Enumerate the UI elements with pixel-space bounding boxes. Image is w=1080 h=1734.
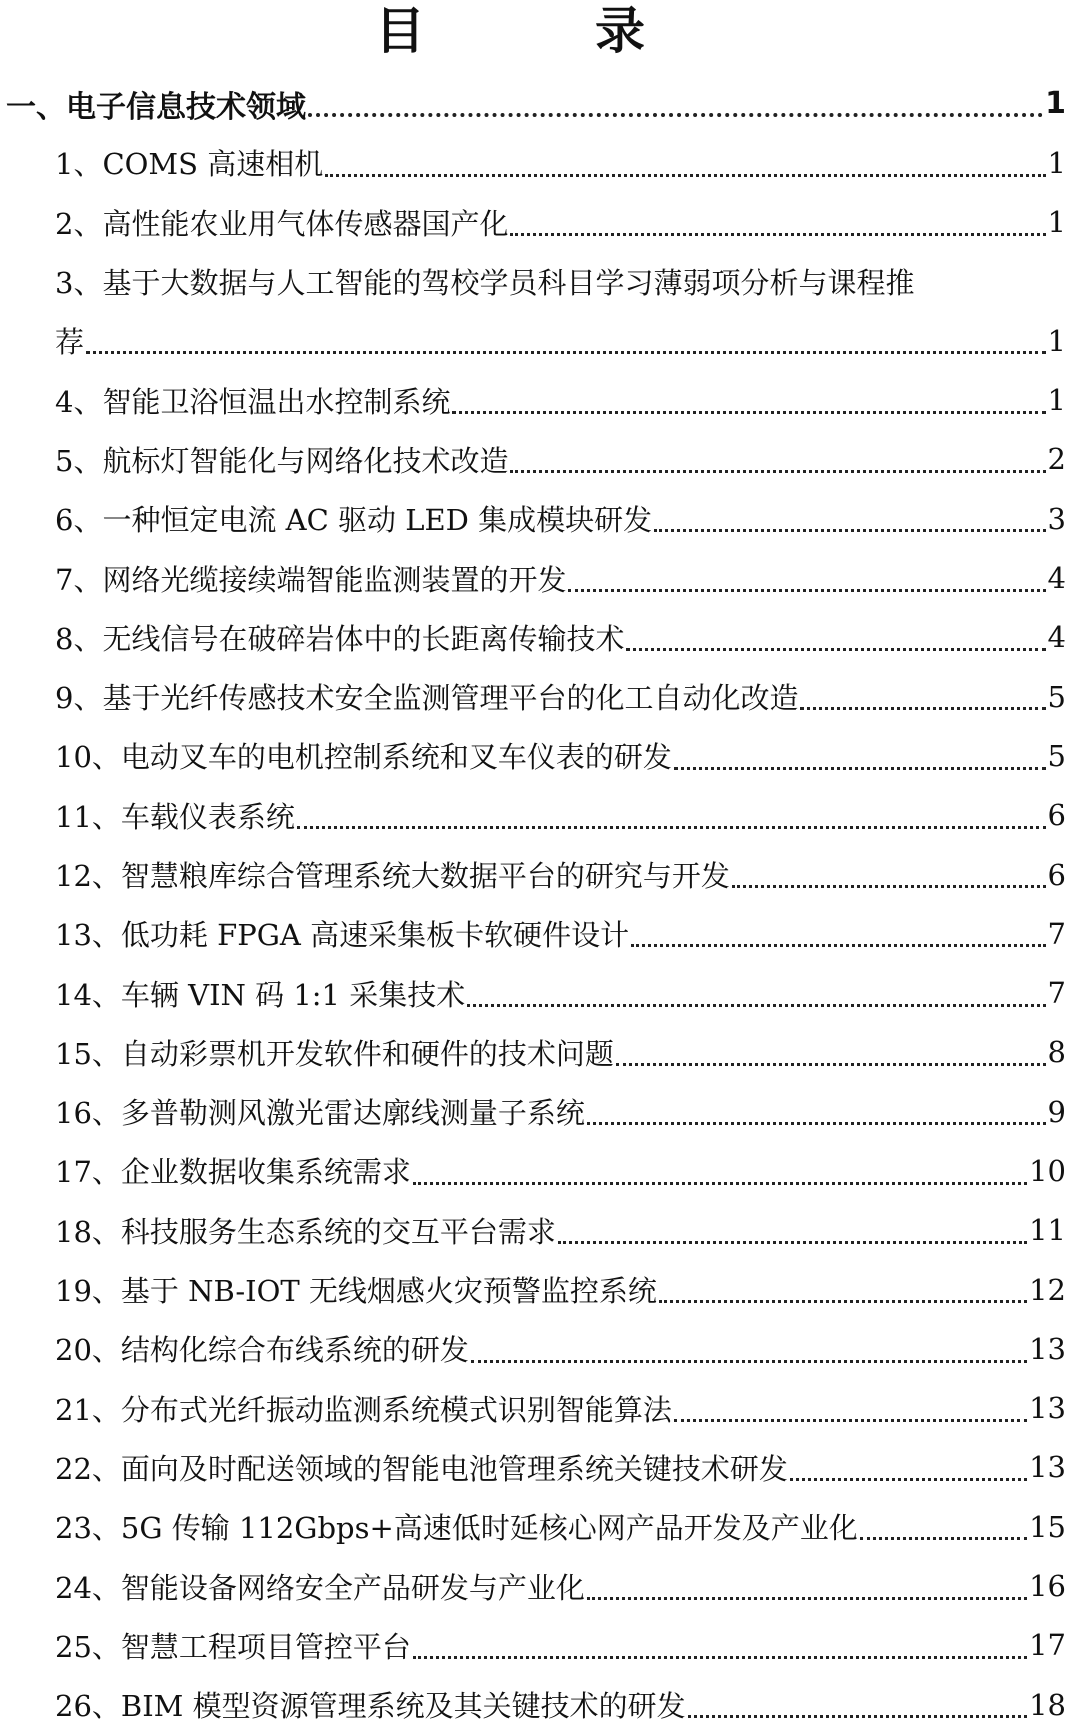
- toc-page-number: 5: [1047, 679, 1066, 714]
- dot-leader: [800, 707, 1045, 710]
- toc-entry[interactable]: [0, 608, 1080, 667]
- dot-leader: [631, 944, 1045, 947]
- toc-entry[interactable]: [0, 667, 1080, 726]
- dot-leader: [413, 1656, 1027, 1659]
- toc-entry[interactable]: [0, 1438, 1080, 1497]
- toc-entry[interactable]: [0, 1082, 1080, 1141]
- toc-entry[interactable]: [0, 193, 1080, 252]
- dot-leader: [467, 1004, 1045, 1007]
- toc-entry-label: 1、COMS 高速相机: [55, 147, 324, 182]
- dot-leader: [587, 1597, 1027, 1600]
- toc-page-number: 1: [1045, 86, 1066, 122]
- toc-entry-label: 2、高性能农业用气体传感器国产化: [55, 206, 509, 241]
- toc-entry[interactable]: [0, 1616, 1080, 1675]
- dot-leader: [732, 885, 1046, 888]
- toc-page-number: 7: [1047, 976, 1066, 1011]
- toc-entry[interactable]: [0, 430, 1080, 489]
- toc-entry[interactable]: [0, 1023, 1080, 1082]
- toc-entry-label-continuation: 荐: [55, 325, 85, 360]
- dot-leader: [674, 767, 1046, 770]
- toc-entry[interactable]: [0, 1497, 1080, 1556]
- toc-page-number: 6: [1047, 798, 1066, 833]
- toc-entry-label: 22、面向及时配送领域的智能电池管理系统关键技术研发: [55, 1451, 788, 1486]
- toc-page-number: 13: [1029, 1331, 1066, 1366]
- toc-entry[interactable]: [0, 548, 1080, 607]
- toc-entry[interactable]: [0, 726, 1080, 785]
- dot-leader: [86, 351, 1046, 354]
- toc-page-number: 10: [1029, 1153, 1066, 1188]
- toc-entry[interactable]: [0, 1141, 1080, 1200]
- dot-leader: [790, 1478, 1027, 1481]
- toc-page-number: 1: [1047, 323, 1066, 358]
- toc-entry-label: 17、企业数据收集系统需求: [55, 1155, 411, 1190]
- toc-entry-label: 25、智慧工程项目管控平台: [55, 1629, 411, 1664]
- toc-entry-label: 16、多普勒测风激光雷达廓线测量子系统: [55, 1096, 585, 1131]
- toc-entry-label: 19、基于 NB-IOT 无线烟感火灾预警监控系统: [55, 1274, 657, 1309]
- toc-entry-label: 3、基于大数据与人工智能的驾校学员科目学习薄弱项分析与课程推: [55, 266, 915, 301]
- dot-leader: [659, 1300, 1027, 1303]
- dot-leader: [510, 470, 1045, 473]
- toc-entry-label: 8、无线信号在破碎岩体中的长距离传输技术: [55, 621, 625, 656]
- toc-entry-label: 14、车辆 VIN 码 1:1 采集技术: [55, 977, 466, 1012]
- toc-entry[interactable]: [0, 489, 1080, 548]
- toc-entry-label: 26、BIM 模型资源管理系统及其关键技术的研发: [55, 1689, 686, 1724]
- toc-entry-label: 24、智能设备网络安全产品研发与产业化: [55, 1570, 585, 1605]
- toc-entry[interactable]: [0, 904, 1080, 963]
- dot-leader: [688, 1715, 1028, 1718]
- toc-page-number: 2: [1047, 442, 1066, 477]
- toc-entry-label: 18、科技服务生态系统的交互平台需求: [55, 1214, 556, 1249]
- toc-entry[interactable]: [0, 1675, 1080, 1734]
- toc-page-number: 9: [1047, 1094, 1066, 1129]
- toc-page-number: 15: [1029, 1509, 1066, 1544]
- toc-entry[interactable]: [0, 786, 1080, 845]
- toc-entry-label: 11、车载仪表系统: [55, 799, 295, 834]
- table-of-contents: [0, 74, 1080, 1734]
- toc-entry-label: 12、智慧粮库综合管理系统大数据平台的研究与开发: [55, 859, 730, 893]
- toc-section-label: 一、电子信息技术领域: [6, 89, 306, 125]
- toc-page-number: 17: [1029, 1628, 1066, 1663]
- dot-leader: [654, 529, 1045, 532]
- dot-leader: [860, 1537, 1027, 1540]
- dot-leader: [558, 1241, 1027, 1244]
- toc-entry-label: 9、基于光纤传感技术安全监测管理平台的化工自动化改造: [55, 681, 799, 716]
- toc-section-heading[interactable]: [0, 74, 1080, 133]
- dot-leader: [452, 411, 1045, 414]
- toc-page-number: 13: [1029, 1450, 1066, 1485]
- toc-page-number: 13: [1029, 1391, 1066, 1426]
- toc-page-number: 8: [1047, 1035, 1066, 1070]
- toc-entry-label: 5、航标灯智能化与网络化技术改造: [55, 443, 509, 478]
- toc-page-number: 12: [1029, 1272, 1066, 1307]
- toc-page-number: 1: [1047, 383, 1066, 418]
- toc-page-number: 4: [1047, 561, 1066, 596]
- toc-entry[interactable]: [0, 252, 1080, 311]
- toc-page-number: 1: [1047, 145, 1066, 180]
- toc-entry-label: 6、一种恒定电流 AC 驱动 LED 集成模块研发: [55, 503, 653, 538]
- page-title: 目 录: [375, 2, 705, 60]
- dot-leader: [471, 1360, 1027, 1363]
- toc-entry[interactable]: [0, 963, 1080, 1022]
- toc-entry-label: 7、网络光缆接续端智能监测装置的开发: [55, 562, 567, 597]
- toc-page-number: 4: [1047, 620, 1066, 655]
- toc-entry[interactable]: [0, 1379, 1080, 1438]
- toc-page-number: 3: [1047, 501, 1066, 536]
- dot-leader: [325, 174, 1045, 177]
- toc-page-number: 18: [1029, 1687, 1066, 1722]
- toc-entry[interactable]: [0, 1319, 1080, 1378]
- toc-entry[interactable]: [0, 1201, 1080, 1260]
- toc-entry-label: 21、分布式光纤振动监测系统模式识别智能算法: [55, 1392, 672, 1427]
- toc-entry[interactable]: [0, 133, 1080, 192]
- toc-page-number: 16: [1029, 1569, 1066, 1604]
- toc-page-number: 11: [1029, 1213, 1066, 1248]
- dot-leader: [413, 1182, 1027, 1185]
- toc-entry-label: 15、自动彩票机开发软件和硬件的技术问题: [55, 1036, 614, 1071]
- toc-entry-label: 4、智能卫浴恒温出水控制系统: [55, 384, 451, 419]
- dot-leader: [587, 1122, 1046, 1125]
- toc-entry[interactable]: [0, 845, 1080, 904]
- dot-leader: [616, 1063, 1046, 1066]
- dot-leader: [568, 589, 1045, 592]
- toc-entry-label: 20、结构化综合布线系统的研发: [55, 1333, 469, 1368]
- dot-leader: [510, 233, 1045, 236]
- toc-entry[interactable]: [0, 1260, 1080, 1319]
- toc-entry[interactable]: [0, 1556, 1080, 1615]
- toc-entry[interactable]: [0, 370, 1080, 429]
- toc-page-number: 6: [1047, 857, 1066, 892]
- toc-page-number: 1: [1047, 205, 1066, 240]
- toc-entry-continuation[interactable]: [0, 311, 1080, 370]
- dot-leader: [626, 648, 1045, 651]
- toc-entry-label: 10、电动叉车的电机控制系统和叉车仪表的研发: [55, 740, 672, 775]
- toc-entry-label: 23、5G 传输 112Gbps+高速低时延核心网产品开发及产业化: [55, 1511, 858, 1546]
- toc-page-number: 5: [1047, 738, 1066, 773]
- dot-leader: [308, 113, 1043, 117]
- toc-page-number: 7: [1047, 916, 1066, 951]
- dot-leader: [674, 1419, 1027, 1422]
- dot-leader: [297, 826, 1046, 829]
- toc-entry-label: 13、低功耗 FPGA 高速采集板卡软硬件设计: [55, 918, 630, 953]
